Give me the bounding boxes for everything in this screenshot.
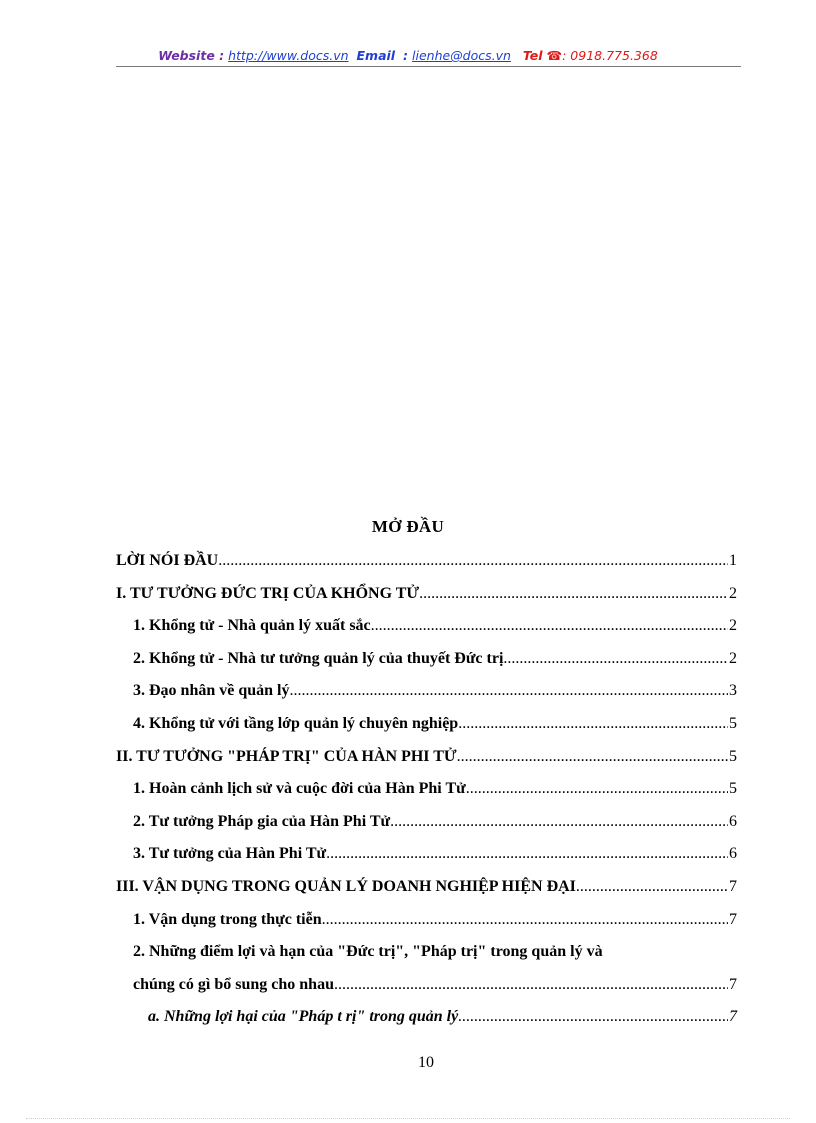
toc-entry-page: 7 <box>729 1008 737 1026</box>
toc-entry-label: 1. Vận dụng trong thực tiễn <box>133 910 322 928</box>
toc-leader <box>576 871 728 904</box>
toc-entry-3-1[interactable] <box>116 904 737 937</box>
page-header <box>0 48 816 63</box>
toc-entry-label: 2. Tư tưởng Pháp gia của Hàn Phi Tử <box>133 812 391 830</box>
toc-entry-1-2[interactable] <box>116 643 737 676</box>
toc-entry-label: 3. Tư tưởng của Hàn Phi Tử <box>133 845 327 863</box>
toc-entry-label: 1. Khổng tử - Nhà quản lý xuất sắc <box>133 617 371 635</box>
email-link[interactable]: lienhe@docs.vn <box>412 48 511 63</box>
toc-leader <box>419 578 728 611</box>
toc-leader <box>218 545 728 578</box>
website-label: Website : <box>158 48 225 63</box>
toc-leader <box>503 643 728 676</box>
toc-leader <box>457 741 728 774</box>
toc-entry-label: 2. Khổng tử - Nhà tư tưởng quản lý của thuyết Đức trị <box>133 649 504 667</box>
toc-entry-page: 2 <box>729 649 737 667</box>
toc-entry-label: 4. Khổng tử với tầng lớp quản lý chuyên nghiệp <box>133 714 459 732</box>
toc-entry-page: 5 <box>729 714 737 732</box>
toc-entry-page: 3 <box>729 682 737 700</box>
toc-entry-section-1[interactable] <box>116 578 737 611</box>
website-link[interactable]: http://www.docs.vn <box>228 48 349 63</box>
table-of-contents <box>116 545 737 1034</box>
toc-title: MỞ ĐẦU <box>371 517 445 536</box>
email-label: Email <box>356 48 396 63</box>
tel-label: Tel <box>522 48 543 63</box>
toc-entry-label-continuation: chúng có gì bổ sung cho nhau <box>133 975 334 993</box>
toc-entry-1-3[interactable] <box>116 675 737 708</box>
toc-entry-page: 2 <box>729 584 737 602</box>
toc-entry-label: II. TƯ TƯỞNG "PHÁP TRỊ" CỦA HÀN PHI TỬ <box>116 747 457 765</box>
toc-entry-label: 3. Đạo nhân về quản lý <box>133 682 290 700</box>
toc-entry-page: 7 <box>729 910 737 928</box>
toc-entry-page: 1 <box>729 552 737 569</box>
toc-leader <box>371 610 728 643</box>
toc-entry-3-2-line1[interactable]: 2. Những điểm lợi và hạn của "Đức trị", "Pháp trị" trong quản lý và <box>133 943 603 961</box>
toc-entry-1-1[interactable] <box>116 610 737 643</box>
toc-entry-page: 6 <box>729 812 737 830</box>
page-number: 10 <box>418 1054 434 1071</box>
toc-leader <box>458 708 728 741</box>
toc-entry-page: 7 <box>729 877 737 895</box>
toc-entry-2-1[interactable] <box>116 773 737 806</box>
toc-entry-section-2[interactable] <box>116 741 737 774</box>
footer-divider <box>26 1118 790 1119</box>
toc-entry-label: a. Những lợi hại của "Pháp t rị" trong quản lý <box>148 1008 459 1026</box>
toc-entry-3-2[interactable] <box>116 969 737 1002</box>
toc-entry-page: 7 <box>729 975 737 993</box>
toc-leader <box>334 969 728 1002</box>
toc-entry-3-2-a[interactable] <box>116 1001 737 1034</box>
toc-leader <box>466 773 728 806</box>
toc-leader <box>390 806 728 839</box>
toc-entry-2-2[interactable] <box>116 806 737 839</box>
toc-leader <box>326 838 728 871</box>
toc-leader <box>290 675 729 708</box>
phone-icon: ☎ <box>546 48 563 63</box>
toc-entry-label: III. VẬN DỤNG TRONG QUẢN LÝ DOANH NGHIỆP HIỆN ĐẠI <box>116 877 576 895</box>
email-separator: : <box>403 48 409 63</box>
toc-entry-label: LỜI NÓI ĐẦU <box>116 552 219 569</box>
toc-entry-page: 5 <box>729 747 737 765</box>
toc-entry-label: I. TƯ TƯỞNG ĐỨC TRỊ CỦA KHỔNG TỬ <box>116 584 420 602</box>
toc-entry-1-4[interactable] <box>116 708 737 741</box>
toc-entry-page: 2 <box>729 617 737 635</box>
toc-leader <box>458 1001 728 1034</box>
toc-entry-page: 5 <box>729 780 737 798</box>
toc-entry-2-3[interactable] <box>116 838 737 871</box>
header-divider <box>116 66 741 67</box>
toc-entry-loi-noi-dau[interactable] <box>116 545 737 578</box>
toc-leader <box>322 904 728 937</box>
tel-number: : 0918.775.368 <box>562 48 658 63</box>
toc-entry-section-3[interactable] <box>116 871 737 904</box>
toc-entry-label: 1. Hoàn cảnh lịch sử và cuộc đời của Hàn Phi Tử <box>133 780 466 798</box>
toc-entry-page: 6 <box>729 845 737 863</box>
